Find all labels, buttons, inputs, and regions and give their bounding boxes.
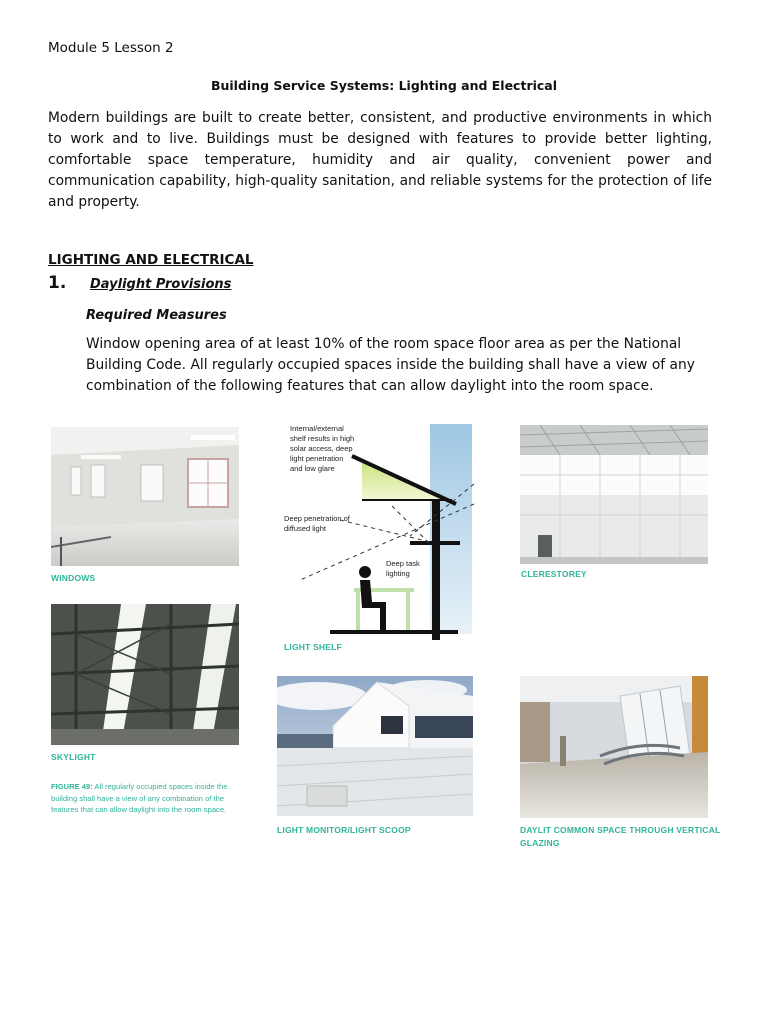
deep-label-2: diffused light <box>284 524 326 533</box>
item-title: Daylight Provisions <box>90 277 232 292</box>
light-monitor-photo <box>277 676 473 816</box>
task-label-2: lighting <box>386 569 410 578</box>
required-measures-heading: Required Measures <box>86 308 227 323</box>
figure-label: FIGURE 49: <box>51 782 93 791</box>
daylit-caption-line-2: GLAZING <box>520 838 560 848</box>
shelf-label-4: light penetration <box>290 454 344 463</box>
section-heading: LIGHTING AND ELECTRICAL <box>48 252 254 268</box>
light-monitor-caption: LIGHT MONITOR/LIGHT SCOOP <box>277 825 411 835</box>
light-shelf-caption: LIGHT SHELF <box>284 642 342 652</box>
light-shelf-diagram <box>280 424 476 644</box>
shelf-label-1: Internal/external <box>290 424 344 433</box>
clerestory-photo <box>520 425 708 564</box>
item-number: 1. <box>48 273 67 293</box>
required-measures-text: Window opening area of at least 10% of the room space floor area as per the National Building Code. All regularly occupied spaces inside the building shall have a view of any combination of the following features that can allow daylight into the room space. <box>86 336 695 394</box>
intro-paragraph: Modern buildings are built to create better, consistent, and productive environments in which to work and to live. Buildings must be designed with features to provide better lighting, comfortable space temperature, humidity and air quality, convenient power and communication capability, high-quality sanitation, and reliable systems for the protection of life and property. <box>48 110 712 210</box>
shelf-label-2: shelf results in high <box>290 434 355 443</box>
shelf-label-5: and low glare <box>290 464 335 473</box>
windows-caption: WINDOWS <box>51 573 96 583</box>
figure-note <box>51 781 241 816</box>
task-label-1: Deep task <box>386 559 420 568</box>
windows-photo <box>51 427 239 566</box>
clerestory-caption: CLERESTOREY <box>521 569 587 579</box>
skylight-caption: SKYLIGHT <box>51 752 96 762</box>
skylight-photo <box>51 604 239 745</box>
figure-text: All regularly occupied spaces inside the building shall have a view of any combination of the features that can allow daylight into the room space. <box>51 782 228 814</box>
module-label: Module 5 Lesson 2 <box>48 40 174 56</box>
daylit-space-photo <box>520 676 708 818</box>
document-title: Building Service Systems: Lighting and Electrical <box>210 78 558 93</box>
deep-label-1: Deep penetration of <box>284 514 350 523</box>
shelf-label-3: solar access, deep <box>290 444 353 453</box>
daylit-caption-line-1: DAYLIT COMMON SPACE THROUGH VERTICAL <box>520 825 721 835</box>
